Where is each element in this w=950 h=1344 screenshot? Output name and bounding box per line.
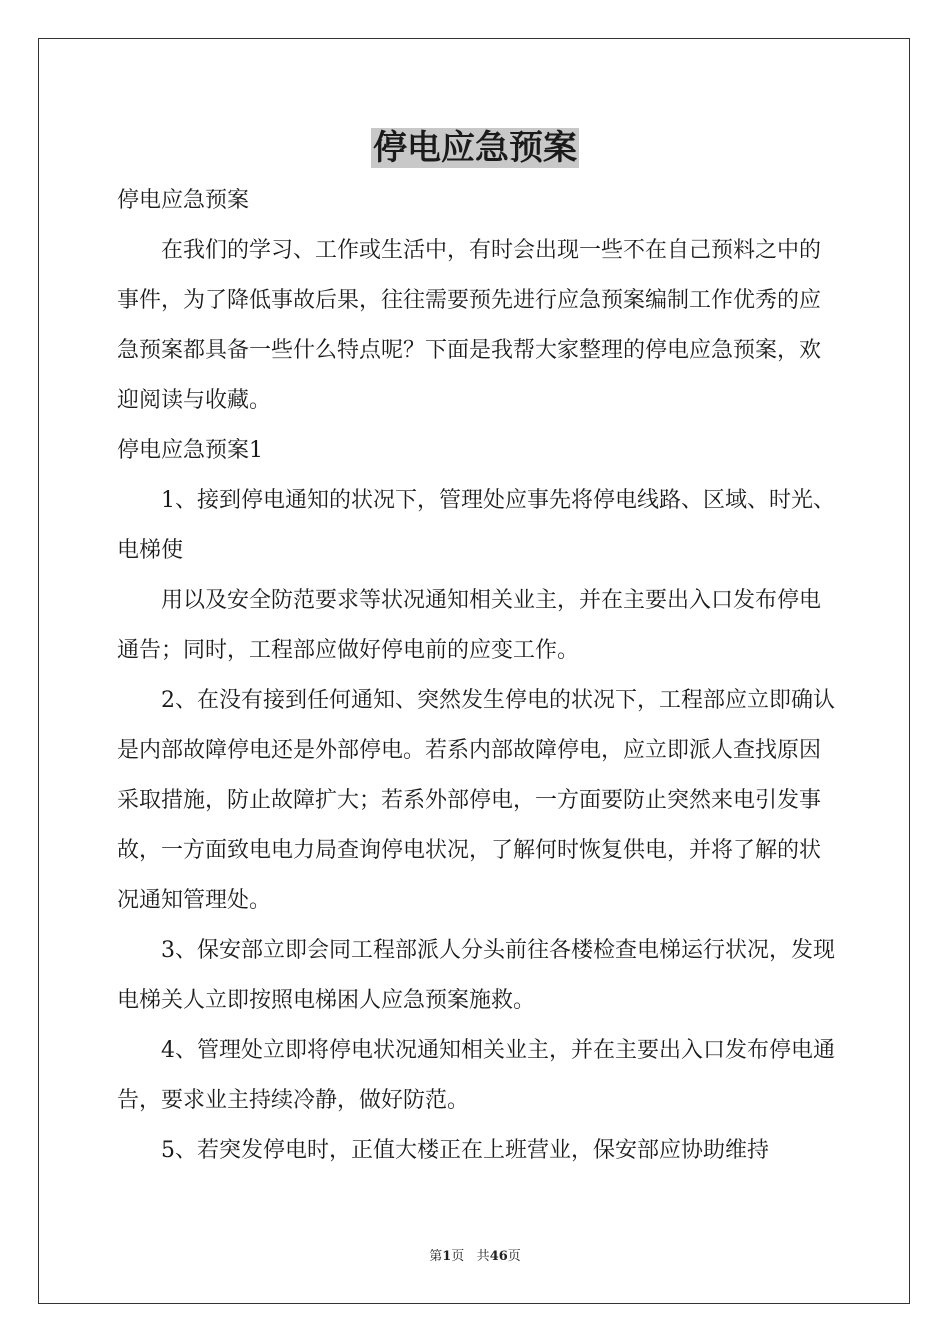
item-1-continued-paragraph: 用以及安全防范要求等状况通知相关业主，并在主要出入口发布停电通告；同时，工程部应做好停电前的应变工作。 (117, 588, 822, 663)
item-1-paragraph: 1、接到停电通知的状况下，管理处应事先将停电线路、区域、时光、电梯使 (117, 488, 835, 563)
document-body (117, 176, 835, 1176)
document-subtitle: 停电应急预案 (117, 188, 250, 213)
intro-paragraph: 在我们的学习、工作或生活中，有时会出现一些不在自己预料之中的事件，为了降低事故后果，往往需要预先进行应急预案编制工作优秀的应急预案都具备一些什么特点呢？下面是我帮大家整理的停电应急预案，欢迎阅读与收藏。 (117, 238, 822, 413)
item-5-paragraph: 5、若突发停电时，正值大楼正在上班营业，保安部应协助维持 (161, 1138, 769, 1163)
item-2-paragraph: 2、在没有接到任何通知、突然发生停电的状况下，工程部应立即确认是内部故障停电还是外部停电。若系内部故障停电，应立即派人查找原因采取措施，防止故障扩大；若系外部停电，一方面要防止突然来电引发事故，一方面致电电力局查询停电状况，了解何时恢复供电，并将了解的状况通知管理处。 (117, 688, 835, 913)
page-number: 1 (442, 1249, 452, 1264)
item-3-paragraph: 3、保安部立即会同工程部派人分头前往各楼检查电梯运行状况，发现电梯关人立即按照电梯困人应急预案施救。 (117, 938, 835, 1013)
total-suffix: 页 (507, 1249, 521, 1264)
page-prefix: 第 (429, 1249, 443, 1264)
section-heading: 停电应急预案1 (117, 438, 263, 463)
total-pages: 46 (489, 1249, 508, 1264)
total-prefix: 共 (476, 1249, 490, 1264)
page-footer (0, 1248, 950, 1266)
page-suffix: 页 (451, 1249, 465, 1264)
item-4-paragraph: 4、管理处立即将停电状况通知相关业主，并在主要出入口发布停电通告，要求业主持续冷静，做好防范。 (117, 1038, 835, 1113)
document-title-text: 停电应急预案 (373, 128, 577, 168)
document-title (0, 126, 950, 170)
